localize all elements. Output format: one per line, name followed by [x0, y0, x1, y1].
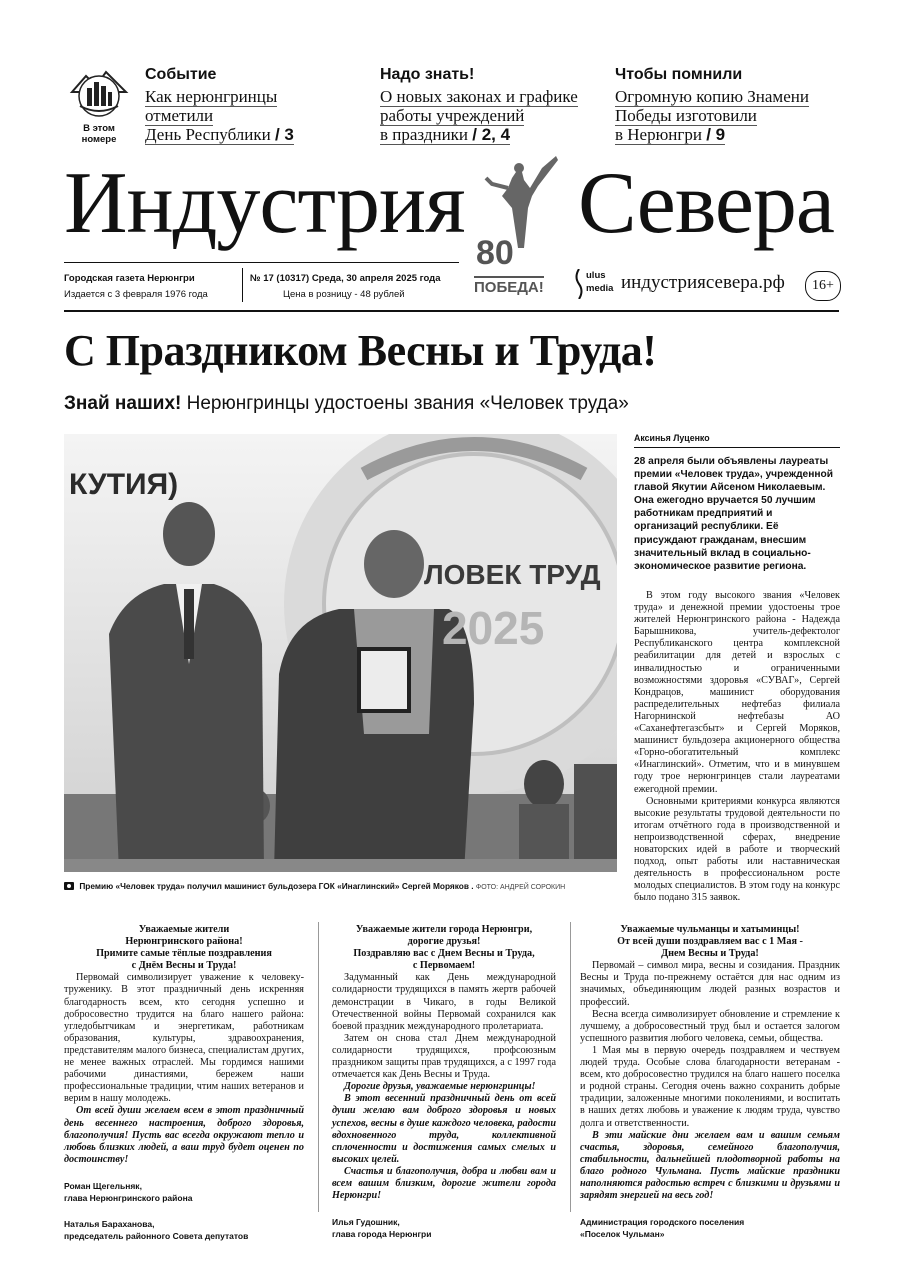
greeting-1 [64, 924, 304, 1242]
greeting-1-title-2: Нерюнгринского района! [125, 936, 243, 948]
teaser-2-line-3: в праздники [380, 125, 469, 144]
site-link[interactable]: индустриясевера.рф [621, 272, 785, 293]
teaser-1-line-2: отметили [145, 106, 214, 125]
subheadline [64, 392, 629, 416]
greeting-3-title-1: Уважаемые чульманцы и хатыминцы! [620, 924, 800, 935]
article-paragraph-2: Основными критериями конкурса являются высокие результаты трудовой деятельности по итогам отчётного года в производственной и непроизводственной сферах, внедрение новаторских идей в работе и творческий подход, опыт работы или наставническая деятельность в профессиональном росте молодых специалистов. В этом году на конкурс было подано 315 заявок. [634, 795, 840, 904]
article-author: Аксинья Луценко [634, 433, 710, 443]
signer-4-name: Администрация городского поселения [580, 1217, 745, 1228]
greeting-3-signature [580, 1216, 840, 1240]
camera-icon [64, 882, 74, 890]
greeting-2-paragraph-2: Затем он снова стал Днем международной солидарности трудящихся, профсоюзным праздником защиты прав трудящихся, а с 1997 года отмечается как День Весны и Труда. [332, 1032, 556, 1081]
teaser-1-page: / 3 [274, 125, 294, 144]
photo-credit: ФОТО: АНДРЕЙ СОРОКИН [475, 884, 566, 891]
greeting-1-wish: От всей души желаем всем в этот праздничный день весеннего настроения, доброго здоровья, благополучия! Пусть вас всегда окружают тепло и любовь близких людей, а ваш труд будет оценен по достоинству! [64, 1105, 304, 1165]
photo-caption [64, 880, 565, 894]
greeting-divider-2 [570, 922, 571, 1212]
greeting-2-wish: В этот весенний праздничный день от всей души желаю вам доброго здоровья и новых успехов, весны в душе каждого человека, радости вдохновенного труда, коллективной сплоченности и достижения самых смелых и высоких целей. [332, 1093, 556, 1165]
victory-emblem [472, 148, 564, 308]
greeting-2-title-2: дорогие друзья! [407, 936, 481, 948]
teaser-3-line-2: Победы изготовили [615, 106, 757, 125]
signer-2-role: председатель районного Совета депутатов [64, 1230, 249, 1241]
masthead-bottom-rule [64, 310, 839, 312]
photo-banner-right: ЛОВЕК ТРУД [424, 559, 601, 590]
signer-4-role: «Поселок Чульман» [580, 1229, 665, 1240]
greeting-3 [580, 924, 840, 1240]
photo-banner-left: КУТИЯ) [69, 468, 179, 501]
greeting-1-signature-2 [64, 1218, 304, 1242]
greeting-1-title-4: с Днём Весны и Труда! [131, 960, 237, 972]
ulus-media-line-1: ulus [586, 270, 606, 281]
greeting-1-paragraph: Первомай символизирует уважение к человеку-труженику. В этот праздничный день искренняя благодарность всем, кто сегодня успешно и добросовестно трудится на благо нашего района: угледобытчикам и энергетикам, работникам образования, культуры, здравоохранения, представителям малого бизнеса, специалистам других, не менее важных отраслей. Мы гордимся нашими рабочими династиями, бережем наши профессиональные традиции, чтим наших ветеранов и верим в нашу молодежь. [64, 972, 304, 1105]
in-issue-label: В этом номере [81, 123, 117, 145]
age-rating-badge: 16+ [805, 271, 841, 301]
signer-1-name: Роман Щегельняк, [64, 1180, 142, 1191]
emblem-number: 80 [476, 234, 514, 272]
info-divider [242, 268, 243, 302]
emblem-text: ПОБЕДА! [474, 276, 544, 296]
main-photo [64, 434, 617, 872]
teaser-1-line-1: Как нерюнгринцы [145, 87, 278, 106]
teaser-3-line-3: в Нерюнгри [615, 125, 702, 144]
teaser-3-line-3-wrap [615, 126, 725, 145]
signer-3-role: глава города Нерюнгри [332, 1229, 432, 1240]
signer-2-name: Наталья Бараханова, [64, 1218, 155, 1229]
teaser-1-line-3-wrap [145, 126, 294, 145]
ulus-media-icon [574, 269, 584, 299]
greeting-divider-1 [318, 922, 319, 1212]
greeting-3-title-3: Днем Весны и Труда! [661, 948, 759, 960]
greeting-3-paragraph-3: 1 Мая мы в первую очередь поздравляем и чествуем людей труда. Особые слова благодарности ветеранам - всем, кто добросовестно трудился на благо нашего поселка и родной страны. Сегодня очень важно сохранить добрые традиции, заложенные многими поколениями, и воспитать в наших детях любовь и уважение к людям труда, чувство долга и ответственности. [580, 1044, 840, 1129]
teaser-2-line-2: работы учреждений [380, 106, 525, 125]
article-paragraph-1: В этом году высокого звания «Человек труда» и денежной премии удостоены трое жителей Нерюнгринского района - Надежда Барышникова, учитель-дефектолог Республиканского центра комплексной реабилитации для детей и взрослых с инвалидностью и ограниченными возможностями здоровья «СУВАГ», Сергей Кондрацов, машинист оборудования распределительных нефтебаз филиала Нагорнинской нефтебазы АО «Саханефтегазсбыт» и Сергей Моряков, машинист бульдозера акционерного общества «Горно-обогатительный комплекс «Инаглинский». Отметим, что и в минувшем году трое нерюнгринцев стали лауреатами ежегодной премии. [634, 590, 840, 795]
greeting-3-title-2: От всей души поздравляем вас с 1 Мая - [617, 936, 803, 948]
signer-3-name: Илья Гудошник, [332, 1217, 400, 1228]
teaser-2[interactable] [380, 66, 610, 145]
ulus-media-logo[interactable] [574, 268, 618, 300]
teaser-3-line-1: Огромную копию Знамени [615, 87, 809, 106]
ulus-media-line-2: media [586, 283, 614, 294]
teaser-1-head: Событие [145, 66, 217, 83]
issue-info: № 17 (10317) Среда, 30 апреля 2025 года [250, 273, 441, 284]
teaser-3-page: / 9 [706, 125, 726, 144]
masthead-word-1: Индустрия [64, 155, 465, 252]
greeting-2-signature [332, 1216, 556, 1240]
greeting-3-wish: В эти майские дни желаем вам и вашим семьям счастья, здоровья, семейного благополучия, стабильности, дальнейшей плодотворной работы на благо родного Чульмана. Пусть майские праздники наполняются радостью встреч с близкими и друзьями и зарядят энергией на весь год! [580, 1129, 840, 1202]
masthead-rule-left [64, 262, 459, 263]
teaser-2-line-1: О новых законах и графике [380, 87, 578, 106]
signer-1-role: глава Нерюнгринского района [64, 1192, 193, 1203]
teaser-1[interactable] [145, 66, 365, 145]
greeting-2 [332, 924, 556, 1240]
main-headline: С Праздником Весны и Труда! [64, 326, 657, 375]
photo-banner-year: 2025 [442, 602, 545, 654]
teaser-1-line-3: День Республики [145, 125, 271, 144]
article-lead: 28 апреля были объявлены лауреаты премии «Человек труда», учрежденной главой Якутии Айсеном Николаевым. Она ежегодно вручается 50 лучшим работникам предприятий и организаций республики. Её присуждают гражданам, внесшим значительный вклад в социально-экономическое развитие региона. [634, 456, 834, 572]
city-emblem-icon [68, 66, 130, 118]
masthead-word-2: Севера [578, 155, 834, 252]
greeting-2-title-1: Уважаемые жители города Нерюнгри, [355, 924, 533, 935]
author-rule [634, 447, 840, 448]
photo-caption-text: Премию «Человек труда» получил машинист бульдозера ГОК «Инаглинский» Сергей Моряков . [79, 881, 474, 891]
subheadline-rest: Нерюнгринцы удостоены звания «Человек труда» [186, 393, 629, 414]
motherland-statue-icon [472, 148, 564, 248]
in-issue-logo [68, 66, 130, 146]
award-ceremony-photo [64, 434, 617, 872]
since-date: Издается с 3 февраля 1976 года [64, 289, 208, 300]
teaser-3[interactable] [615, 66, 845, 145]
greeting-3-paragraph-2: Весна всегда символизирует обновление и стремление к лучшему, а добросовестный труд был и остается залогом успешного развития любого человека, семьи, общества. [580, 1008, 840, 1044]
subheadline-bold: Знай наших! [64, 393, 182, 414]
greeting-2-title-3: Поздравляю вас с Днем Весны и Труда, [353, 948, 535, 960]
greeting-1-title-3: Примите самые тёплые поздравления [96, 948, 272, 960]
teaser-3-head: Чтобы помнили [615, 66, 743, 83]
article-body [634, 590, 840, 904]
greeting-2-wish-head: Дорогие друзья, уважаемые нерюнгринцы! [344, 1081, 536, 1093]
teaser-2-head: Надо знать! [380, 66, 475, 83]
greeting-1-signature-1 [64, 1180, 304, 1204]
greeting-2-title-4: с Первомаем! [412, 960, 476, 972]
paper-type: Городская газета Нерюнгри [64, 273, 195, 284]
price: Цена в розницу - 48 рублей [283, 289, 405, 300]
teaser-2-line-3-wrap [380, 126, 510, 145]
teaser-2-page: / 2, 4 [472, 125, 511, 144]
greeting-1-title-1: Уважаемые жители [138, 924, 230, 935]
greeting-2-paragraph-1: Задуманный как День международной солидарности трудящихся в память жертв рабочей демонстрации в Чикаго, в годы Великой Отечественной войны Первомай сохранился как боевой праздник международного пролетариата. [332, 972, 556, 1032]
greeting-3-paragraph-1: Первомай – символ мира, весны и созидания. Праздник Весны и Труда по-прежнему остаётся для нас одним из значимых, объединяющим людей разных возрастов и профессий. [580, 960, 840, 1008]
greeting-2-wish-2: Счастья и благополучия, добра и любви вам и всем вашим близким, дорогие жители города Нерюнгри! [332, 1165, 556, 1202]
